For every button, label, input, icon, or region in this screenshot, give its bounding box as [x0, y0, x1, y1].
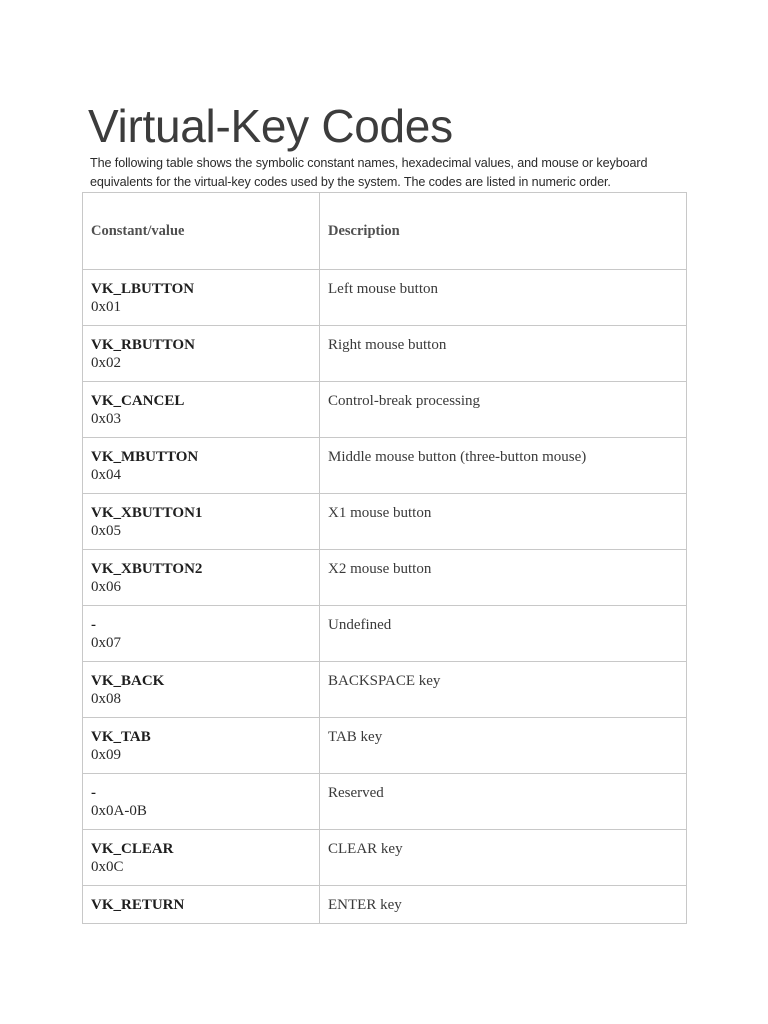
constant-cell	[83, 550, 320, 606]
constant-value: 0x0A-0B	[91, 803, 147, 819]
table-row	[83, 830, 687, 886]
constant-name: VK_MBUTTON	[91, 449, 199, 465]
constant-value: 0x0C	[91, 859, 124, 875]
table-row	[83, 270, 687, 326]
constant-value: 0x07	[91, 635, 121, 651]
table-row	[83, 382, 687, 438]
column-header-constant: Constant/value	[83, 193, 320, 270]
constant-value: 0x08	[91, 691, 121, 707]
column-header-description: Description	[320, 193, 687, 270]
table-row	[83, 494, 687, 550]
constant-cell	[83, 662, 320, 718]
description-cell: Undefined	[320, 606, 687, 662]
description-cell: ENTER key	[320, 886, 687, 924]
constant-value: 0x04	[91, 467, 121, 483]
constant-cell	[83, 718, 320, 774]
constant-cell	[83, 326, 320, 382]
description-cell: BACKSPACE key	[320, 662, 687, 718]
constant-name: -	[91, 785, 96, 801]
description-cell: Control-break processing	[320, 382, 687, 438]
description-cell: X2 mouse button	[320, 550, 687, 606]
constant-value: 0x03	[91, 411, 121, 427]
constant-name: -	[91, 617, 96, 633]
table-row	[83, 438, 687, 494]
constant-name: VK_RETURN	[91, 897, 185, 913]
constant-name: VK_CLEAR	[91, 841, 174, 857]
table-row	[83, 718, 687, 774]
description-cell: Left mouse button	[320, 270, 687, 326]
description-cell: X1 mouse button	[320, 494, 687, 550]
table-row	[83, 326, 687, 382]
constant-cell	[83, 494, 320, 550]
constant-name: VK_BACK	[91, 673, 165, 689]
constant-cell	[83, 886, 320, 924]
constant-cell	[83, 438, 320, 494]
constant-name: VK_CANCEL	[91, 393, 185, 409]
constant-value: 0x05	[91, 523, 121, 539]
constant-name: VK_TAB	[91, 729, 151, 745]
table-header-row	[83, 193, 687, 270]
description-cell: Reserved	[320, 774, 687, 830]
intro-paragraph: The following table shows the symbolic constant names, hexadecimal values, and mouse or keyboard equivalents for the virtual-key codes used by the system. The codes are listed in numeric order.	[90, 156, 648, 189]
constant-cell	[83, 270, 320, 326]
table-row	[83, 886, 687, 924]
constant-value: 0x09	[91, 747, 121, 763]
constant-name: VK_LBUTTON	[91, 281, 195, 297]
table-row	[83, 550, 687, 606]
constant-name: VK_XBUTTON2	[91, 561, 203, 577]
constant-value: 0x01	[91, 299, 121, 315]
constant-name: VK_RBUTTON	[91, 337, 195, 353]
table-row	[83, 774, 687, 830]
table-row	[83, 662, 687, 718]
constant-cell	[83, 830, 320, 886]
constant-cell	[83, 382, 320, 438]
description-cell: Right mouse button	[320, 326, 687, 382]
description-cell: TAB key	[320, 718, 687, 774]
constant-cell	[83, 774, 320, 830]
virtual-key-table	[82, 192, 687, 924]
constant-value: 0x02	[91, 355, 121, 371]
description-cell: Middle mouse button (three-button mouse)	[320, 438, 687, 494]
constant-value: 0x06	[91, 579, 121, 595]
constant-name: VK_XBUTTON1	[91, 505, 203, 521]
table-row	[83, 606, 687, 662]
description-cell: CLEAR key	[320, 830, 687, 886]
page-title: Virtual-Key Codes	[88, 100, 453, 152]
constant-cell	[83, 606, 320, 662]
